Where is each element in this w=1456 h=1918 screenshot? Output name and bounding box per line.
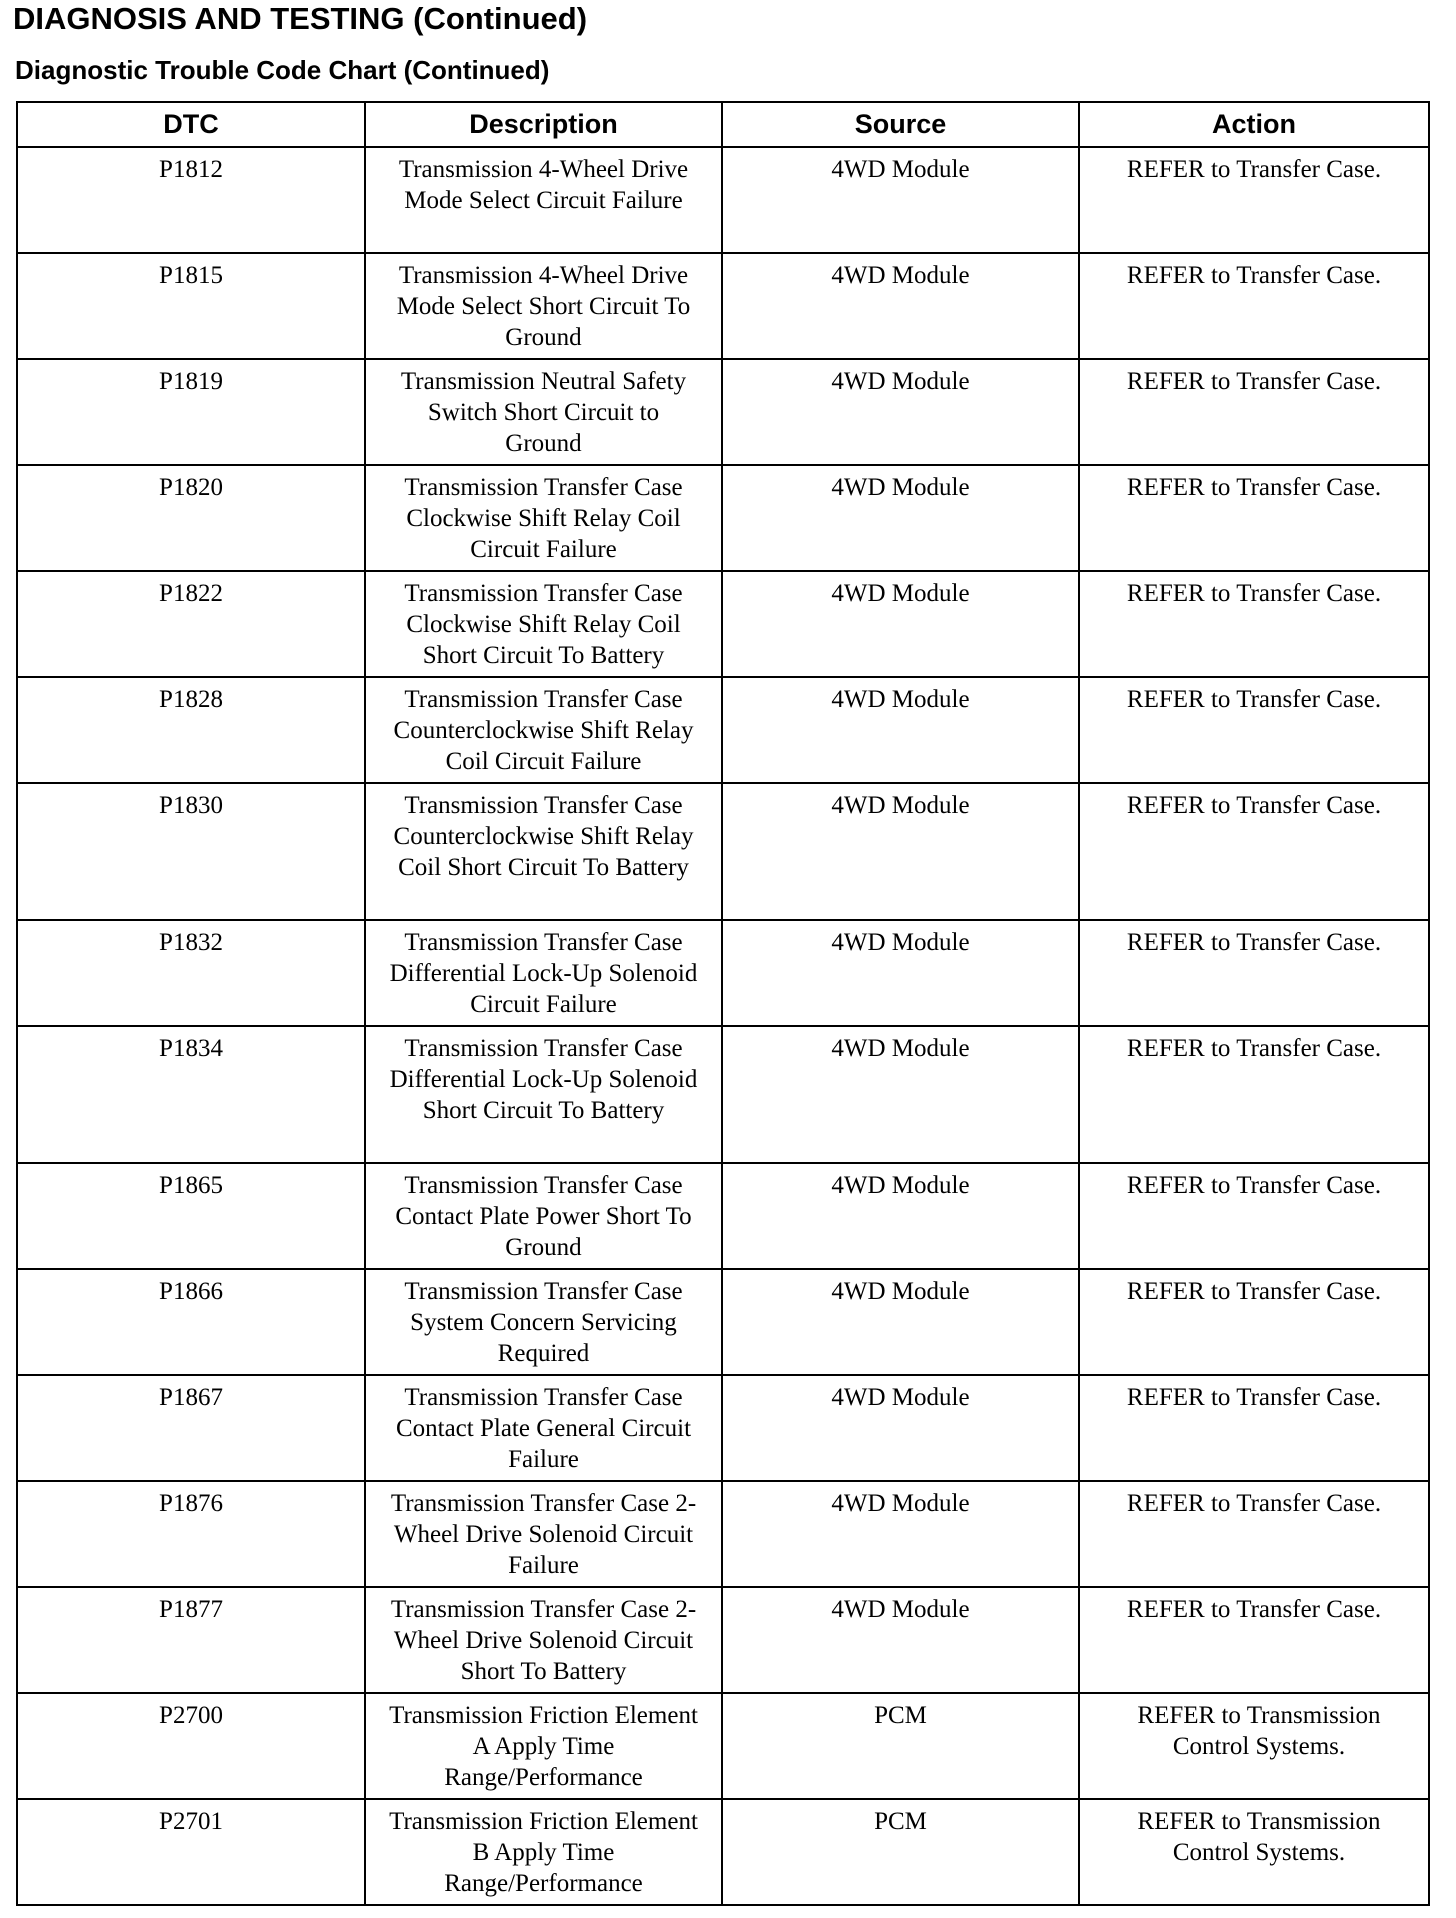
dtc-code: P1867 [17,1375,365,1481]
table-row [17,465,1429,571]
description-cell [365,465,722,571]
description-text: Transmission Transfer Case Clockwise Shift Relay Coil Short Circuit To Battery [404,580,683,669]
dtc-code: P1876 [17,1481,365,1587]
description-text: Transmission Transfer Case Differential Lock-Up Solenoid Short Circuit To Battery [389,1035,698,1124]
description-cell [365,1269,722,1375]
action-text: REFER to Transfer Case. [1126,792,1382,819]
dtc-code: P1832 [17,920,365,1026]
source-cell: 4WD Module [722,783,1079,920]
dtc-code: P1865 [17,1163,365,1269]
table-row [17,253,1429,359]
description-cell [365,920,722,1026]
dtc-code: P1812 [17,147,365,253]
description-text: Transmission Transfer Case Contact Plate General Circuit Failure [395,1384,692,1473]
source-cell: 4WD Module [722,1375,1079,1481]
action-text: REFER to Transfer Case. [1126,156,1382,183]
description-text: Transmission Friction Element A Apply Time Range/Performance [389,1702,698,1791]
action-cell [1079,1693,1429,1799]
description-text: Transmission 4-Wheel Drive Mode Select Short Circuit To Ground [396,262,691,351]
description-text: Transmission Neutral Safety Switch Short Circuit to Ground [400,368,687,457]
dtc-code: P1819 [17,359,365,465]
source-cell: 4WD Module [722,465,1079,571]
action-cell [1079,1375,1429,1481]
action-cell [1079,1163,1429,1269]
table-row [17,1269,1429,1375]
dtc-code: P2700 [17,1693,365,1799]
description-cell [365,783,722,920]
dtc-code: P1828 [17,677,365,783]
action-text: REFER to Transfer Case. [1126,1490,1382,1517]
description-cell [365,1026,722,1163]
action-cell [1079,465,1429,571]
action-cell [1079,783,1429,920]
description-cell [365,1163,722,1269]
description-text: Transmission Transfer Case Clockwise Shift Relay Coil Circuit Failure [404,474,683,563]
source-cell: 4WD Module [722,1481,1079,1587]
action-text: REFER to Transmission Control Systems. [1137,1808,1381,1866]
source-cell: 4WD Module [722,1026,1079,1163]
table-row [17,783,1429,920]
action-text: REFER to Transfer Case. [1126,580,1382,607]
table-header-row [17,102,1429,147]
description-text: Transmission Transfer Case Contact Plate Power Short To Ground [395,1172,692,1261]
description-text: Transmission Transfer Case 2-Wheel Drive Solenoid Circuit Short To Battery [390,1596,697,1685]
action-cell [1079,253,1429,359]
column-header-description: Description [365,102,722,147]
description-cell [365,253,722,359]
page-title: DIAGNOSIS AND TESTING (Continued) [13,1,588,36]
action-text: REFER to Transfer Case. [1126,1278,1382,1305]
action-cell [1079,1026,1429,1163]
source-cell: 4WD Module [722,571,1079,677]
dtc-code: P1877 [17,1587,365,1693]
action-cell [1079,1269,1429,1375]
action-text: REFER to Transfer Case. [1126,368,1382,395]
description-cell [365,1799,722,1905]
dtc-code: P1830 [17,783,365,920]
action-text: REFER to Transfer Case. [1126,686,1382,713]
description-cell [365,1693,722,1799]
source-cell: 4WD Module [722,1269,1079,1375]
source-cell: 4WD Module [722,147,1079,253]
description-cell [365,1375,722,1481]
description-cell [365,677,722,783]
action-text: REFER to Transfer Case. [1126,262,1382,289]
action-text: REFER to Transfer Case. [1126,1384,1382,1411]
source-cell: 4WD Module [722,920,1079,1026]
column-header-source: Source [722,102,1079,147]
source-cell: PCM [722,1693,1079,1799]
action-text: REFER to Transfer Case. [1126,474,1382,501]
source-cell: 4WD Module [722,1587,1079,1693]
action-cell [1079,359,1429,465]
table-row [17,1375,1429,1481]
description-text: Transmission Transfer Case Counterclockwise Shift Relay Coil Circuit Failure [393,686,694,775]
description-text: Transmission Transfer Case System Concern Servicing Required [404,1278,683,1367]
description-text: Transmission Transfer Case 2-Wheel Drive Solenoid Circuit Failure [390,1490,697,1579]
action-text: REFER to Transfer Case. [1126,1035,1382,1062]
dtc-code: P1866 [17,1269,365,1375]
description-cell [365,571,722,677]
dtc-code: P1820 [17,465,365,571]
table-row [17,147,1429,253]
table-row [17,1481,1429,1587]
dtc-table [16,101,1430,1906]
action-cell [1079,677,1429,783]
table-row [17,1693,1429,1799]
action-cell [1079,1587,1429,1693]
table-row [17,571,1429,677]
source-cell: PCM [722,1799,1079,1905]
description-cell [365,1481,722,1587]
source-cell: 4WD Module [722,1163,1079,1269]
action-text: REFER to Transmission Control Systems. [1137,1702,1381,1760]
table-row [17,920,1429,1026]
action-text: REFER to Transfer Case. [1126,929,1382,956]
action-cell [1079,920,1429,1026]
description-cell [365,147,722,253]
table-row [17,1799,1429,1905]
table-row [17,677,1429,783]
description-text: Transmission Friction Element B Apply Time Range/Performance [389,1808,698,1897]
page-subtitle: Diagnostic Trouble Code Chart (Continued) [15,55,550,85]
source-cell: 4WD Module [722,253,1079,359]
dtc-code: P1834 [17,1026,365,1163]
description-cell [365,359,722,465]
column-header-dtc: DTC [17,102,365,147]
table-row [17,1026,1429,1163]
action-cell [1079,1799,1429,1905]
dtc-code: P1815 [17,253,365,359]
dtc-code: P2701 [17,1799,365,1905]
description-text: Transmission Transfer Case Differential Lock-Up Solenoid Circuit Failure [389,929,698,1018]
source-cell: 4WD Module [722,677,1079,783]
action-text: REFER to Transfer Case. [1126,1172,1382,1199]
table-row [17,1163,1429,1269]
action-cell [1079,1481,1429,1587]
description-text: Transmission Transfer Case Counterclockwise Shift Relay Coil Short Circuit To Battery [393,792,694,881]
action-cell [1079,147,1429,253]
description-text: Transmission 4-Wheel Drive Mode Select Circuit Failure [398,156,689,214]
action-text: REFER to Transfer Case. [1126,1596,1382,1623]
action-cell [1079,571,1429,677]
dtc-code: P1822 [17,571,365,677]
description-cell [365,1587,722,1693]
source-cell: 4WD Module [722,359,1079,465]
column-header-action: Action [1079,102,1429,147]
table-row [17,1587,1429,1693]
table-row [17,359,1429,465]
